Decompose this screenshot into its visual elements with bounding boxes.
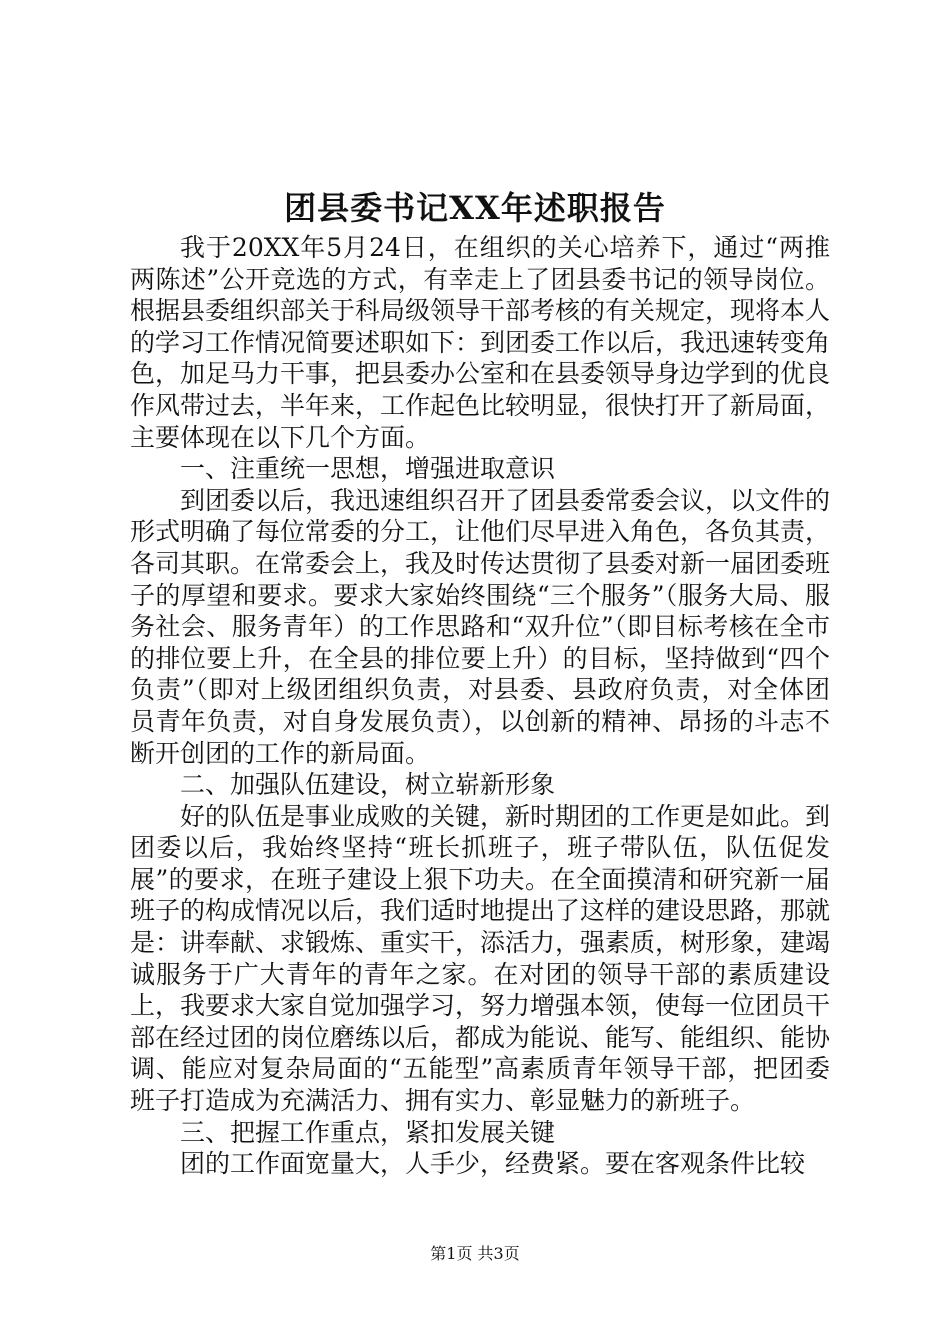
document-body: [130, 232, 830, 1180]
section-heading-1: 一、注重统一思想，增强进取意识: [180, 454, 556, 484]
paragraph-section-1: 到团委以后，我迅速组织召开了团县委常委会议，以文件的形式明确了每位常委的分工，让他们尽早进入角色，各负其责，各司其职。在常委会上，我及时传达贯彻了县委对新一届团委班子的厚望和要求。要求大家始终围绕“三个服务”（服务大局、服务社会、服务青年）的工作思路和“双升位”（即目标考核在全市的排位要上升，在全县的排位要上升）的目标，坚持做到“四个负责”（即对上级团组织负责，对县委、县政府负责，对全体团员青年负责，对自身发展负责），以创新的精神、昂扬的斗志不断开创团的工作的新局面。: [130, 485, 831, 768]
paragraph-intro: 我于20XX年5月24日，在组织的关心培养下，通过“两推两陈述”公开竞选的方式，有幸走上了团县委书记的领导岗位。根据县委组织部关于科局级领导干部考核的有关规定，现将本人的学习工作情况简要述职如下：到团委工作以后，我迅速转变角色，加足马力干事，把县委办公室和在县委领导身边学到的优良作风带过去，半年来，工作起色比较明显，很快打开了新局面，主要体现在以下几个方面。: [130, 233, 831, 452]
section-heading-2: 二、加强队伍建设，树立崭新形象: [180, 770, 556, 800]
paragraph-section-2: 好的队伍是事业成败的关键，新时期团的工作更是如此。到团委以后，我始终坚持“班长抓班子，班子带队伍，队伍促发展”的要求，在班子建设上狠下功夫。在全面摸清和研究新一届班子的构成情况以后，我们适时地提出了这样的建设思路，那就是：讲奉献、求锻炼、重实干，添活力，强素质，树形象，建竭诚服务于广大青年的青年之家。在对团的领导干部的素质建设上，我要求大家自觉加强学习，努力增强本领，使每一位团员干部在经过团的岗位磨练以后，都成为能说、能写、能组织、能协调、能应对复杂局面的“五能型”高素质青年领导干部，把团委班子打造成为充满活力、拥有实力、彰显魅力的新班子。: [130, 801, 831, 1116]
page-number-footer: 第1页 共3页: [430, 1244, 520, 1263]
section-heading-3: 三、把握工作重点，紧扣发展关键: [180, 1117, 556, 1147]
document-title: 团县委书记XX年述职报告: [284, 189, 666, 227]
paragraph-section-3: 团的工作面宽量大，人手少，经费紧。要在客观条件比较: [180, 1149, 806, 1179]
